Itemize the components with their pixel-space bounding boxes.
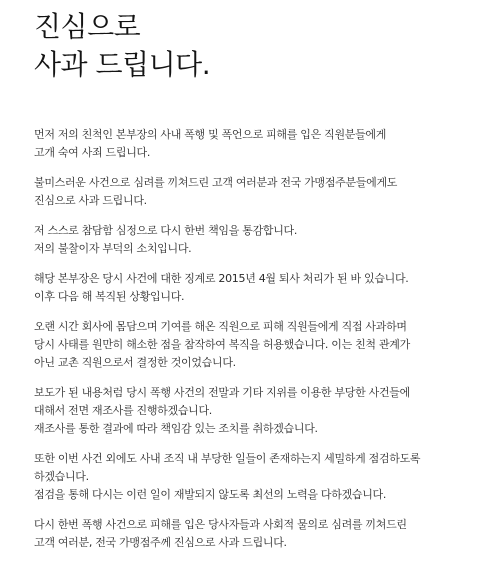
text-line: 저 스스로 참담함 심정으로 다시 한번 책임을 통감합니다. [34,224,298,237]
text-line: 보도가 된 내용처럼 당시 폭행 사건의 전말과 기타 지위를 이용한 부당한 사건들에 [34,386,410,399]
paragraph-3 [34,222,476,258]
text-line: 진심으로 사과 드립니다. [34,194,147,207]
text-line: 아닌 교촌 직원으로서 결정한 것이었습니다. [34,356,236,369]
paragraph-4 [34,270,476,306]
title-line-2: 사과 드립니다. [34,48,211,81]
title-line-1: 진심으로 [34,10,141,43]
text-line: 점검을 통해 다시는 이런 일이 재발되지 않도록 최선의 노력을 다하겠습니다. [34,488,387,501]
text-line: 고객 여러분, 전국 가맹점주께 진심으로 사과 드립니다. [34,536,287,549]
paragraph-5 [34,318,476,372]
text-line: 대해서 전면 재조사를 진행하겠습니다. [34,404,213,417]
statement-body [34,126,476,552]
paragraph-1 [34,126,476,162]
statement-title [34,8,476,84]
paragraph-7 [34,450,476,504]
paragraph-6 [34,384,476,438]
paragraph-8 [34,516,476,552]
text-line: 이후 다음 해 복직된 상황입니다. [34,290,185,303]
paragraph-2 [34,174,476,210]
text-line: 또한 이번 사건 외에도 사내 조직 내 부당한 일들이 존재하는지 세밀하게 점검하도록 [34,452,421,465]
text-line: 다시 한번 폭행 사건으로 피해를 입은 당사자들과 사회적 물의로 심려를 끼쳐드린 [34,518,407,531]
text-line: 재조사를 통한 결과에 따라 책임감 있는 조치를 취하겠습니다. [34,422,318,435]
text-line: 먼저 저의 친척인 본부장의 사내 폭행 및 폭언으로 피해를 입은 직원분들에게 [34,128,387,141]
text-line: 불미스러운 사건으로 심려를 끼쳐드린 고객 여러분과 전국 가맹점주분들에게도 [34,176,398,189]
text-line: 하겠습니다. [34,470,89,483]
text-line: 해당 본부장은 당시 사건에 대한 징계로 2015년 4월 퇴사 처리가 된 바 있습니다. [34,272,409,285]
text-line: 고개 숙여 사죄 드립니다. [34,146,151,159]
text-line: 저의 불찰이자 부덕의 소치입니다. [34,242,192,255]
text-line: 당시 사태를 원만히 해소한 점을 참작하여 복직을 허용했습니다. 이는 친척 관계가 [34,338,410,351]
text-line: 오랜 시간 회사에 몸담으며 기여를 해온 직원으로 피해 직원들에게 직접 사과하며 [34,320,407,333]
